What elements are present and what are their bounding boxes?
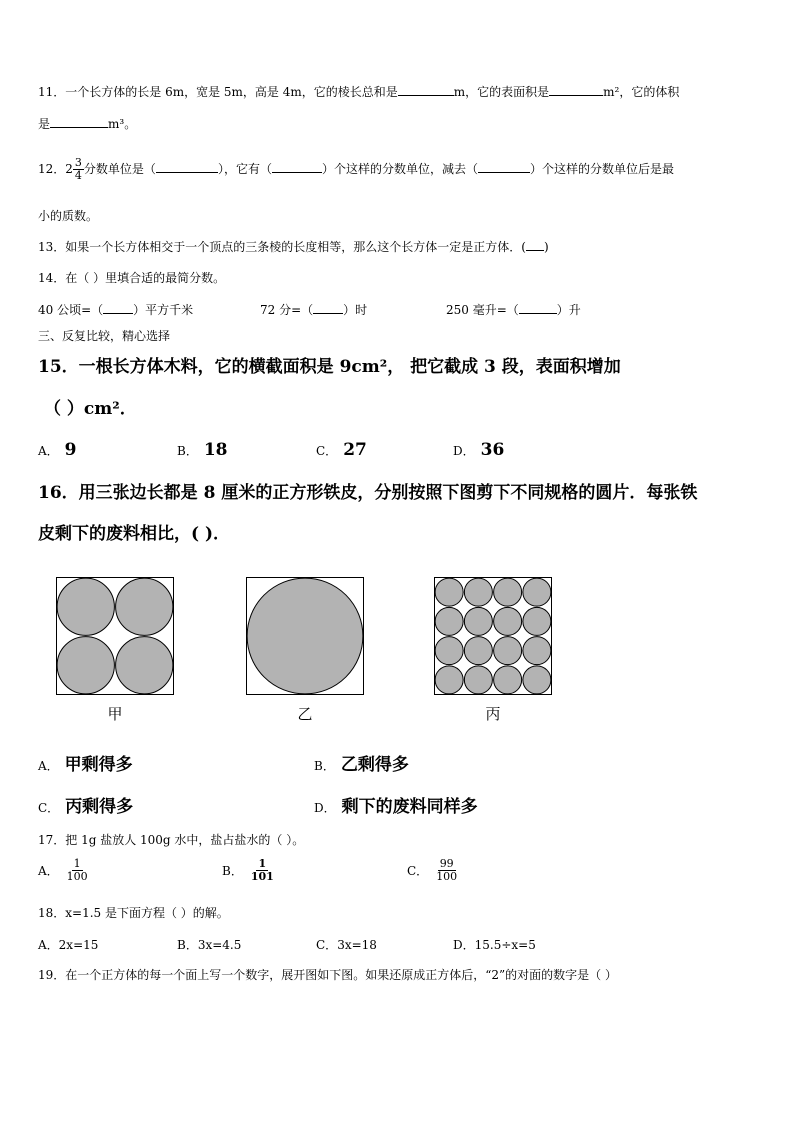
answer-blank[interactable] — [519, 303, 557, 314]
question-11-line-2: 是 m³。 — [38, 117, 137, 131]
circle-piece — [435, 637, 463, 665]
figure-jia-square — [56, 577, 174, 695]
question-14-item-c: 250 毫升=（ ）升 — [446, 303, 581, 317]
circle-piece — [494, 666, 522, 694]
circle-piece — [523, 637, 551, 665]
circle-piece — [464, 666, 492, 694]
circle-piece — [494, 607, 522, 635]
figure-bing-square — [434, 577, 552, 695]
fraction: $\frac{1}{100}$ — [66, 857, 88, 883]
circle-piece — [523, 607, 551, 635]
option-c[interactable]: C． 27 — [316, 440, 367, 460]
option-c[interactable]: C．3x=18 — [316, 938, 377, 952]
circle-piece — [523, 578, 551, 606]
circle-piece — [247, 578, 363, 694]
circle-piece — [494, 637, 522, 665]
question-12-line-2: 小的质数。 — [38, 209, 99, 223]
circle-piece — [435, 578, 463, 606]
option-d[interactable]: D． 36 — [453, 440, 505, 460]
circle-piece — [523, 666, 551, 694]
option-c[interactable]: C． $\frac{99}{100}$ — [407, 857, 458, 883]
option-a[interactable]: A． 9 — [38, 440, 77, 460]
answer-blank[interactable] — [549, 85, 603, 96]
option-a[interactable]: A．2x=15 — [38, 938, 99, 952]
answer-blank[interactable] — [398, 85, 454, 96]
answer-blank[interactable] — [526, 240, 544, 251]
answer-blank[interactable] — [272, 162, 322, 173]
option-d[interactable]: D．15.5÷x=5 — [453, 938, 536, 952]
question-16-line-1: 16．用三张边长都是 8 厘米的正方形铁皮，分别按照下图剪下不同规格的圆片．每张铁 — [38, 483, 698, 503]
question-14-title: 14．在（ ）里填合适的最简分数。 — [38, 271, 226, 285]
option-b[interactable]: B．3x=4.5 — [177, 938, 242, 952]
circle-piece — [464, 578, 492, 606]
circle-piece — [464, 607, 492, 635]
circle-piece — [116, 637, 173, 694]
circle-piece — [57, 578, 114, 635]
option-b[interactable]: B． 乙剩得多 — [314, 755, 409, 775]
option-b[interactable]: B． $\frac{1}{101}$ — [222, 857, 274, 883]
circle-piece — [116, 578, 173, 635]
circle-piece — [57, 637, 114, 694]
question-18: 18．x=1.5 是下面方程（ ）的解。 — [38, 906, 229, 920]
option-a[interactable]: A． $\frac{1}{100}$ — [38, 857, 88, 883]
figure-label-yi: 乙 — [297, 705, 313, 723]
question-14-item-b: 72 分=（ ）时 — [260, 303, 368, 317]
circle-piece — [435, 607, 463, 635]
option-d[interactable]: D． 剩下的废料同样多 — [314, 797, 478, 817]
section-heading: 三、反复比较，精心选择 — [38, 329, 171, 343]
question-15-line-2: （ ）cm²． — [44, 399, 137, 419]
question-11-line-1: 11．一个长方体的长是 6m，宽是 5m，高是 4m，它的棱长总和是 m，它的表面积是 m²，它的体积 — [38, 85, 680, 99]
question-14-item-a: 40 公顷=（ ）平方千米 — [38, 303, 194, 317]
question-17: 17．把 1g 盐放人 100g 水中，盐占盐水的（ ）。 — [38, 833, 305, 847]
circle-piece — [494, 578, 522, 606]
mixed-fraction: $\frac{3}{4}$ — [74, 156, 82, 182]
answer-blank[interactable] — [478, 162, 530, 173]
figure-yi-square — [246, 577, 364, 695]
figure-label-jia: 甲 — [107, 705, 123, 723]
fraction: $\frac{99}{100}$ — [436, 857, 458, 883]
answer-blank[interactable] — [50, 117, 108, 128]
question-15-line-1: 15．一根长方体木料，它的横截面积是 9cm²， 把它截成 3 段，表面积增加 — [38, 357, 621, 377]
answer-blank[interactable] — [156, 162, 218, 173]
question-19: 19．在一个正方体的每一个面上写一个数字，展开图如下图。如果还原成正方体后，“2”的对面的数字是（ ） — [38, 968, 617, 982]
question-13: 13．如果一个长方体相交于一个顶点的三条棱的长度相等，那么这个长方体一定是正方体．( ) — [38, 240, 549, 254]
circle-piece — [435, 666, 463, 694]
answer-blank[interactable] — [313, 303, 343, 314]
question-16-line-2: 皮剩下的废料相比，( )． — [38, 524, 231, 544]
fraction: $\frac{1}{101}$ — [250, 857, 274, 883]
option-c[interactable]: C． 丙剩得多 — [38, 797, 134, 817]
circle-piece — [464, 637, 492, 665]
option-a[interactable]: A． 甲剩得多 — [38, 755, 133, 775]
option-b[interactable]: B． 18 — [177, 440, 228, 460]
answer-blank[interactable] — [103, 303, 133, 314]
question-12-line-1: 12．2 $\frac{3}{4}$ 分数单位是（ ），它有（ ）个这样的分数单位，减去（ ）个这样的分数单位后是最 — [38, 156, 674, 182]
figure-label-bing: 丙 — [485, 705, 501, 723]
